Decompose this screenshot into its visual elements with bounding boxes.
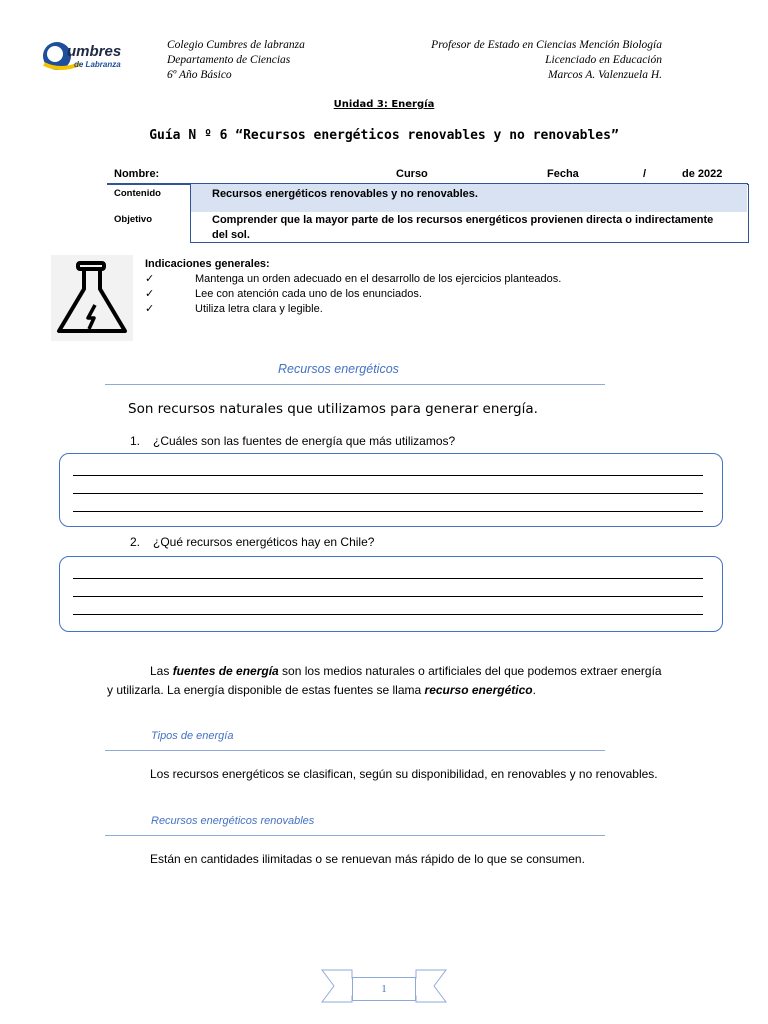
objective-value: Comprender que la mayor parte de los recursos energéticos provienen directa o indirectamente del sol. — [212, 214, 714, 241]
energy-sources-paragraph — [107, 662, 667, 700]
question-number: 2. — [130, 535, 141, 549]
check-icon: ✓ — [145, 273, 155, 285]
school-name: Colegio Cumbres de labranza — [167, 39, 305, 51]
check-icon: ✓ — [145, 288, 155, 300]
section-underline — [105, 384, 605, 385]
question-number: 1. — [130, 434, 141, 448]
answer-line — [73, 614, 703, 615]
para-text: son los medios naturales o artificiales del que podemos extraer energía y utilizarla. La energía disponible de estas fuentes se llama — [107, 664, 662, 697]
indications-title: Indicaciones generales: — [145, 258, 270, 270]
para-text: . — [532, 683, 536, 697]
teacher-degree: Licenciado en Educación — [545, 54, 662, 66]
department: Departamento de Ciencias — [167, 54, 291, 66]
para-text: Las — [150, 664, 173, 678]
indication-item: Mantenga un orden adecuado en el desarrollo de los ejercicios planteados. — [195, 273, 562, 285]
flask-icon — [51, 255, 133, 341]
question-text: ¿Cuáles son las fuentes de energía que más utilizamos? — [153, 434, 456, 448]
section-underline — [105, 835, 605, 836]
para-text: Los recursos energéticos se clasifican, según su disponibilidad, en renovables y no renovables. — [150, 767, 658, 781]
guide-title: Guía N º 6 “Recursos energéticos renovables y no renovables” — [149, 128, 619, 143]
page-number: 1 — [352, 977, 416, 1001]
answer-box-1[interactable] — [59, 453, 723, 527]
check-icon: ✓ — [145, 303, 155, 315]
para-text: Están en cantidades ilimitadas o se renuevan más rápido de lo que se consumen. — [150, 852, 585, 866]
objective-label: Objetivo — [114, 214, 153, 225]
question-text: ¿Qué recursos energéticos hay en Chile? — [153, 535, 375, 549]
content-label: Contenido — [114, 188, 161, 199]
logo-sub: de Labranza — [74, 60, 121, 69]
date-label: Fecha — [547, 168, 579, 180]
teacher-title: Profesor de Estado en Ciencias Mención Biología — [431, 39, 662, 51]
section-underline — [105, 750, 605, 751]
section-title-tipos: Tipos de energía — [151, 730, 234, 742]
name-label: Nombre: — [114, 168, 160, 180]
answer-line — [73, 511, 703, 512]
answer-line — [73, 493, 703, 494]
indication-item: Lee con atención cada uno de los enunciados. — [195, 288, 422, 300]
answer-line — [73, 475, 703, 476]
emphasis-term: recurso energético — [424, 683, 533, 697]
course-label: Curso — [396, 168, 428, 180]
answer-line — [73, 578, 703, 579]
teacher-name: Marcos A. Valenzuela H. — [547, 69, 662, 81]
school-info — [167, 38, 305, 83]
indication-item: Utiliza letra clara y legible. — [195, 303, 323, 315]
section-title-renovables: Recursos energéticos renovables — [151, 815, 315, 827]
school-logo — [40, 34, 132, 74]
emphasis-term: fuentes de energía — [172, 664, 279, 678]
grade: 6º Año Básico — [167, 69, 232, 81]
logo-word: umbres — [67, 43, 122, 60]
classification-paragraph — [107, 765, 667, 784]
section-title-recursos: Recursos energéticos — [278, 362, 399, 376]
renewable-paragraph — [107, 850, 667, 869]
date-slash: / — [643, 168, 647, 180]
teacher-info — [390, 38, 662, 83]
answer-line — [73, 596, 703, 597]
intro-text: Son recursos naturales que utilizamos para generar energía. — [128, 401, 538, 417]
content-value: Recursos energéticos renovables y no renovables. — [212, 188, 478, 200]
answer-box-2[interactable] — [59, 556, 723, 632]
year-label: de 2022 — [682, 168, 723, 180]
unit-title: Unidad 3: Energía — [333, 99, 435, 110]
